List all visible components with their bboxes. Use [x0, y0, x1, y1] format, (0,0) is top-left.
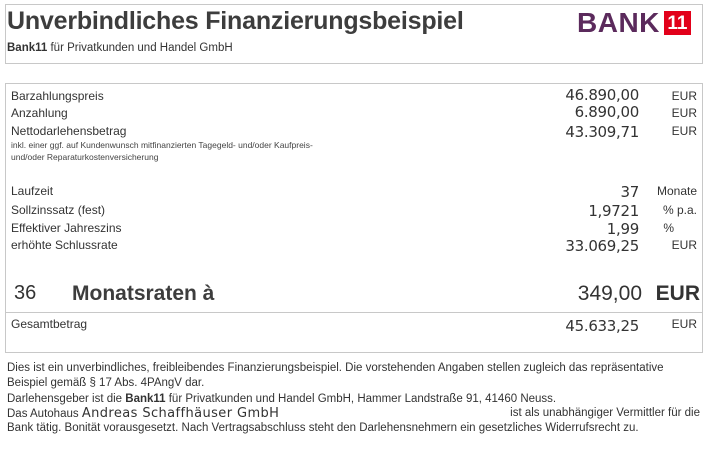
monthly-unit: EUR	[655, 282, 700, 305]
row-value-sollzins: 1,9721	[588, 202, 639, 220]
page-subtitle	[7, 42, 233, 54]
row-unit-gesamt: EUR	[671, 317, 697, 331]
row-label-effzins: Effektiver Jahreszins	[11, 221, 122, 235]
row-label-laufzeit: Laufzeit	[11, 184, 54, 198]
row-unit-barzahlungspreis: EUR	[671, 89, 697, 103]
row-unit-nettodarlehen: EUR	[671, 124, 697, 138]
row-label-sollzins: Sollzinssatz (fest)	[11, 203, 106, 217]
footer-line-4-pre	[7, 406, 279, 422]
nettodarlehen-note-line2: und/oder Reparaturkostenversicherung	[11, 152, 159, 162]
row-label-anzahlung: Anzahlung	[11, 106, 68, 120]
subtitle-rest: für Privatkunden und Handel GmbH	[47, 42, 233, 54]
row-unit-effzins: %	[663, 221, 674, 235]
logo-number-box: 11	[664, 11, 691, 35]
row-value-laufzeit: 37	[620, 183, 639, 201]
monthly-count: 36	[14, 282, 37, 304]
row-value-nettodarlehen: 43.309,71	[565, 123, 639, 141]
logo-text: BANK	[577, 7, 660, 38]
row-label-schlussrate: erhöhte Schlussrate	[11, 238, 118, 252]
page-title: Unverbindliches Finanzierungsbeispiel	[7, 7, 464, 35]
row-label-nettodarlehen: Nettodarlehensbetrag	[11, 124, 127, 138]
row-value-barzahlungspreis: 46.890,00	[565, 86, 639, 104]
row-label-barzahlungspreis: Barzahlungspreis	[11, 89, 104, 103]
footer-line-1: Dies ist ein unverbindliches, freibleibendes Finanzierungsbeispiel. Die vorstehenden Angaben stellen zugleich das repräsentative	[7, 362, 664, 374]
row-value-effzins: 1,99	[606, 220, 639, 238]
footer-bank-name: Bank11	[125, 393, 166, 405]
dealer-name: Andreas Schaffhäuser GmbH	[81, 406, 280, 421]
row-value-schlussrate: 33.069,25	[565, 237, 639, 255]
nettodarlehen-note-line1: inkl. einer ggf. auf Kundenwunsch mitfinanzierten Tagegeld- und/oder Kaufpreis-	[11, 140, 313, 150]
bank-logo	[577, 8, 691, 38]
footer-line-4-post: ist als unabhängiger Vermittler für die	[510, 407, 700, 419]
row-unit-schlussrate: EUR	[671, 238, 697, 252]
row-unit-anzahlung: EUR	[671, 106, 697, 120]
monthly-amount: 349,00	[577, 282, 642, 305]
row-unit-laufzeit: Monate	[656, 184, 697, 198]
footer-line-5: Bank tätig. Bonität vorausgesetzt. Nach Vertragsabschluss steht den Darlehensnehmern ein gesetzliches Widerrufsrecht zu.	[7, 422, 639, 434]
row-unit-sollzins: % p.a.	[662, 203, 697, 217]
row-value-gesamt: 45.633,25	[565, 317, 639, 335]
monthly-label: Monatsraten à	[72, 282, 215, 305]
divider	[5, 312, 703, 313]
footer-line4-pre-text: Das Autohaus	[7, 408, 82, 420]
subtitle-bank-name: Bank11	[7, 42, 48, 54]
footer-line3-post: für Privatkunden und Handel GmbH, Hammer Landstraße 91, 41460 Neuss.	[165, 393, 557, 405]
nettodarlehen-note	[11, 139, 351, 163]
footer-line3-pre: Darlehensgeber ist die	[7, 393, 126, 405]
footer-line-3	[7, 392, 556, 407]
row-label-gesamt: Gesamtbetrag	[11, 317, 88, 331]
footer-line-2: Beispiel gemäß § 17 Abs. 4PAngV dar.	[7, 377, 205, 389]
row-value-anzahlung: 6.890,00	[574, 103, 639, 121]
